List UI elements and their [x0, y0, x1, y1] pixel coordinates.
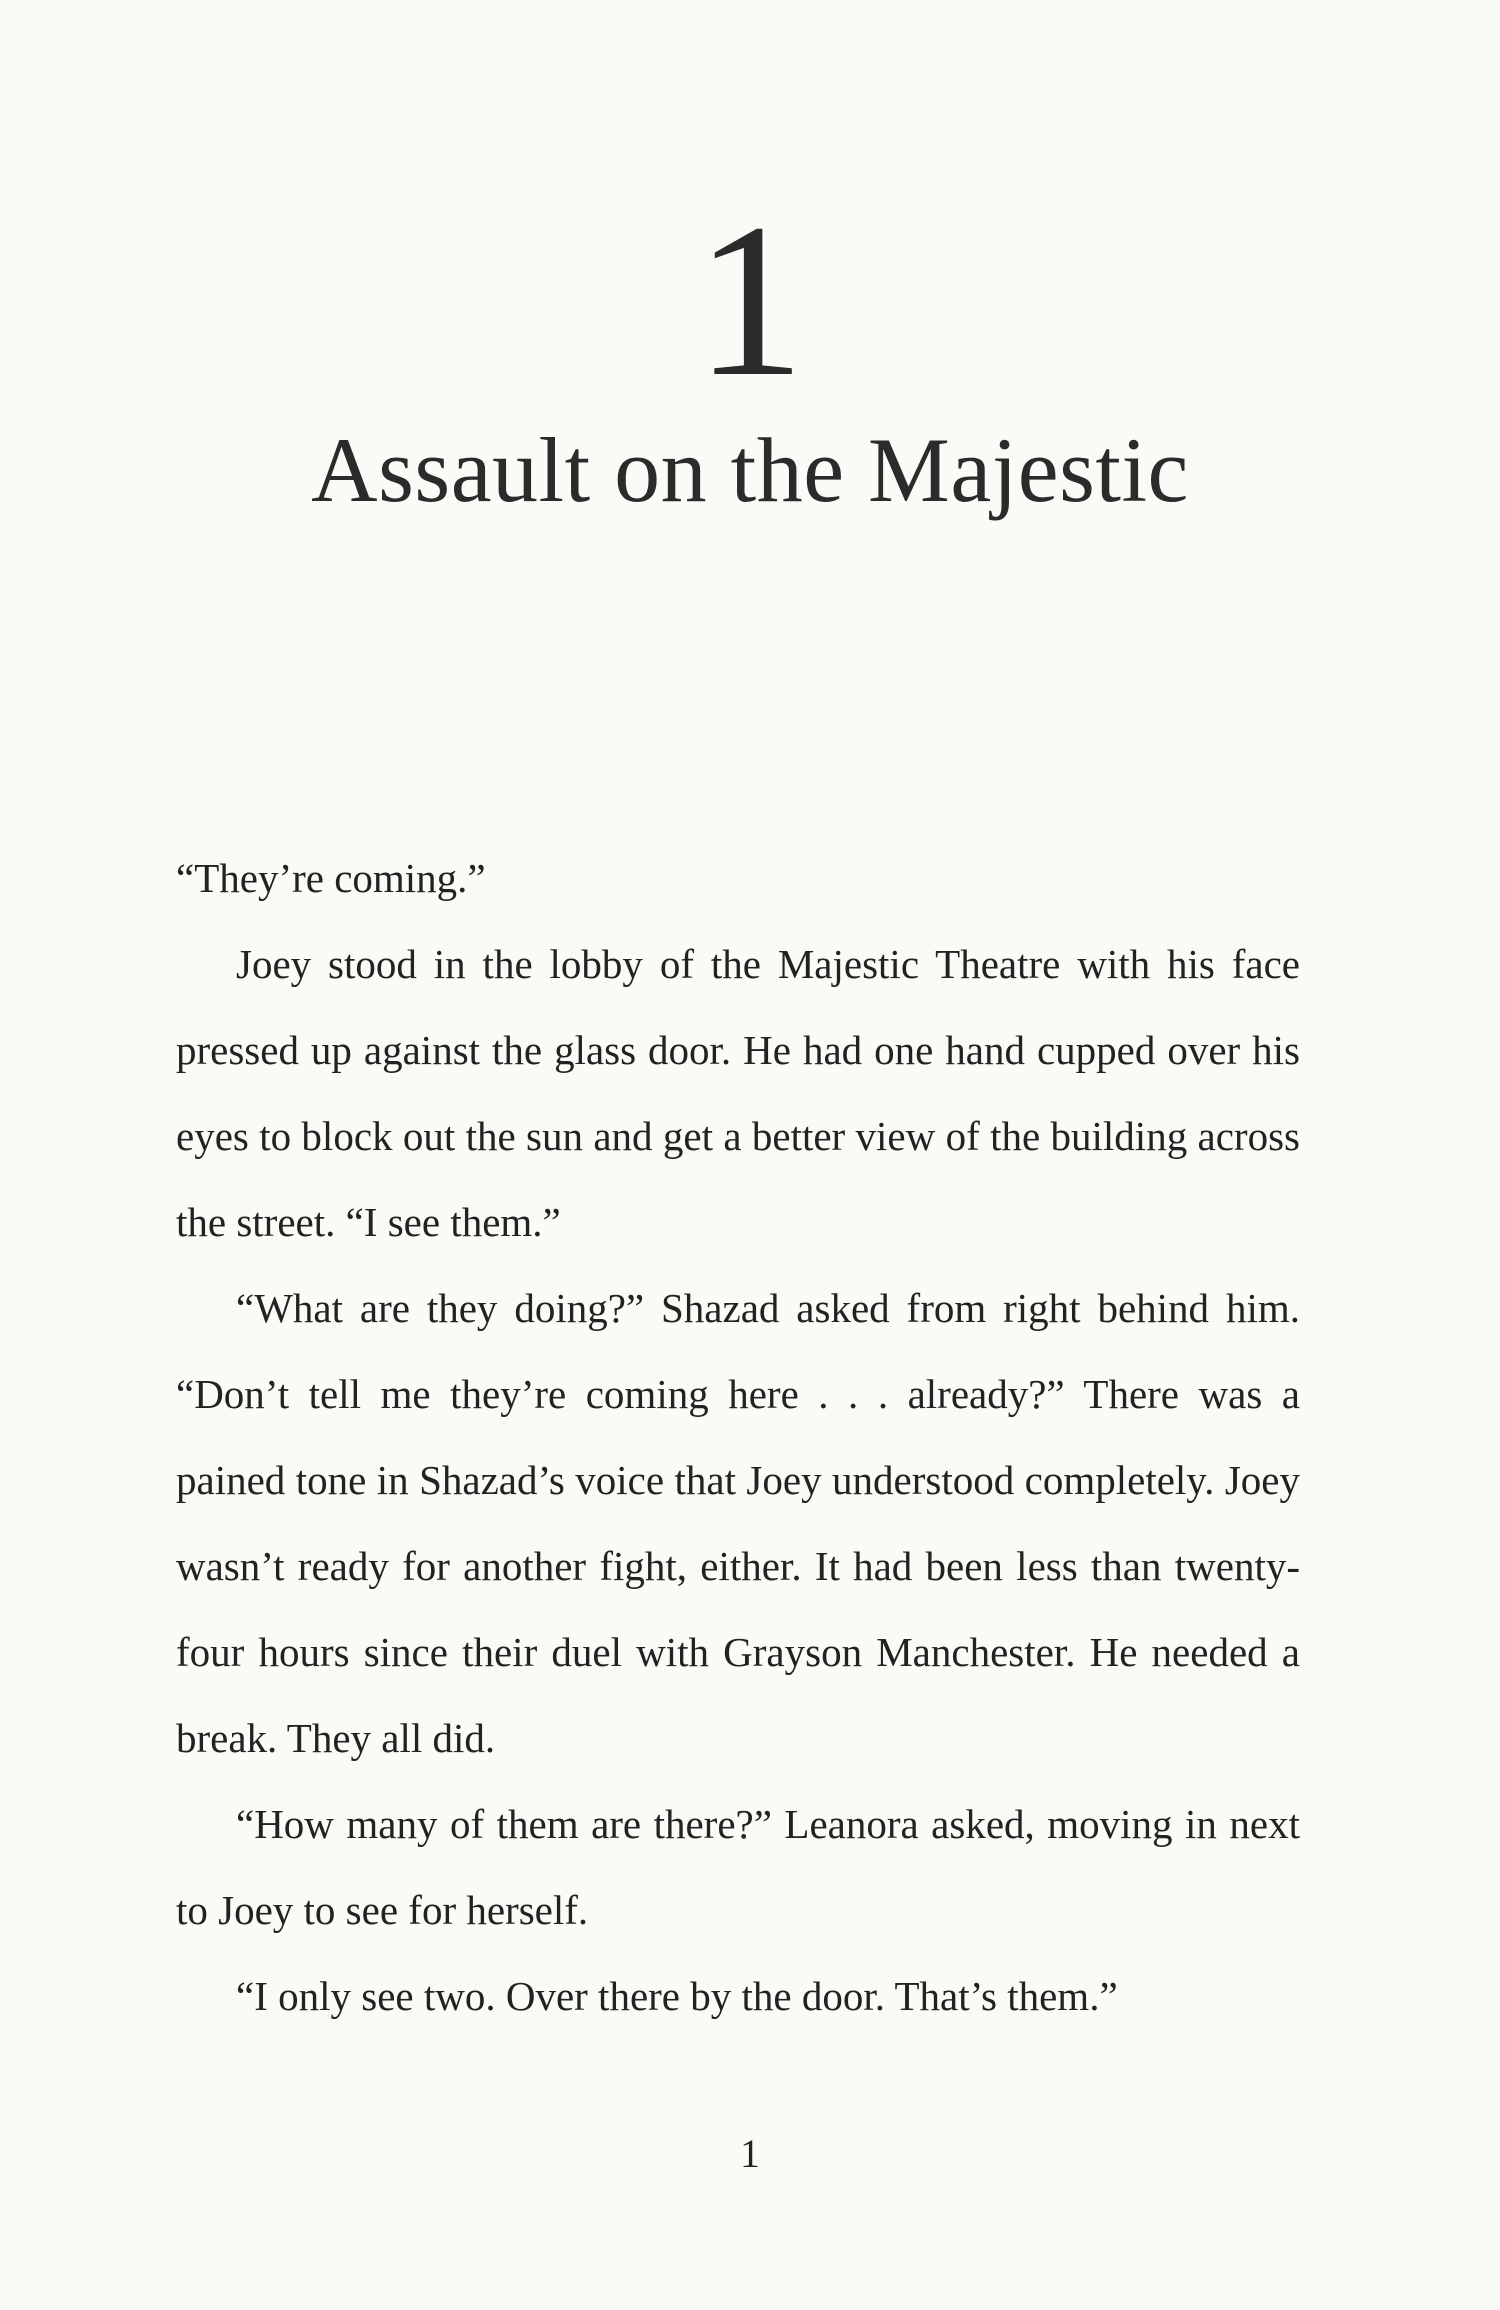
chapter-title: Assault on the Majestic	[311, 419, 1189, 521]
page-number: 1	[740, 2131, 760, 2176]
paragraph: “I only see two. Over there by the door. That’s them.”	[236, 1973, 1118, 2019]
paragraph: “What are they doing?” Shazad asked from right behind him. “Don’t tell me they’re coming here . . . already?” There was a pained tone in Shazad’s voice that Joey understood completely. Joey wasn’t ready for another fight, either. It had been less than twenty-four hours since their duel with Grayson Manchester. He needed a break. They all did.	[176, 1285, 1300, 1761]
chapter-body	[176, 835, 1300, 2039]
chapter-number: 1	[695, 178, 805, 422]
paragraph: “How many of them are there?” Leanora asked, moving in next to Joey to see for herself.	[176, 1801, 1300, 1933]
paragraph: Joey stood in the lobby of the Majestic Theatre with his face pressed up against the glass door. He had one hand cupped over his eyes to block out the sun and get a better view of the building across the street. “I see them.”	[176, 941, 1300, 1245]
paragraph: “They’re coming.”	[176, 855, 486, 901]
